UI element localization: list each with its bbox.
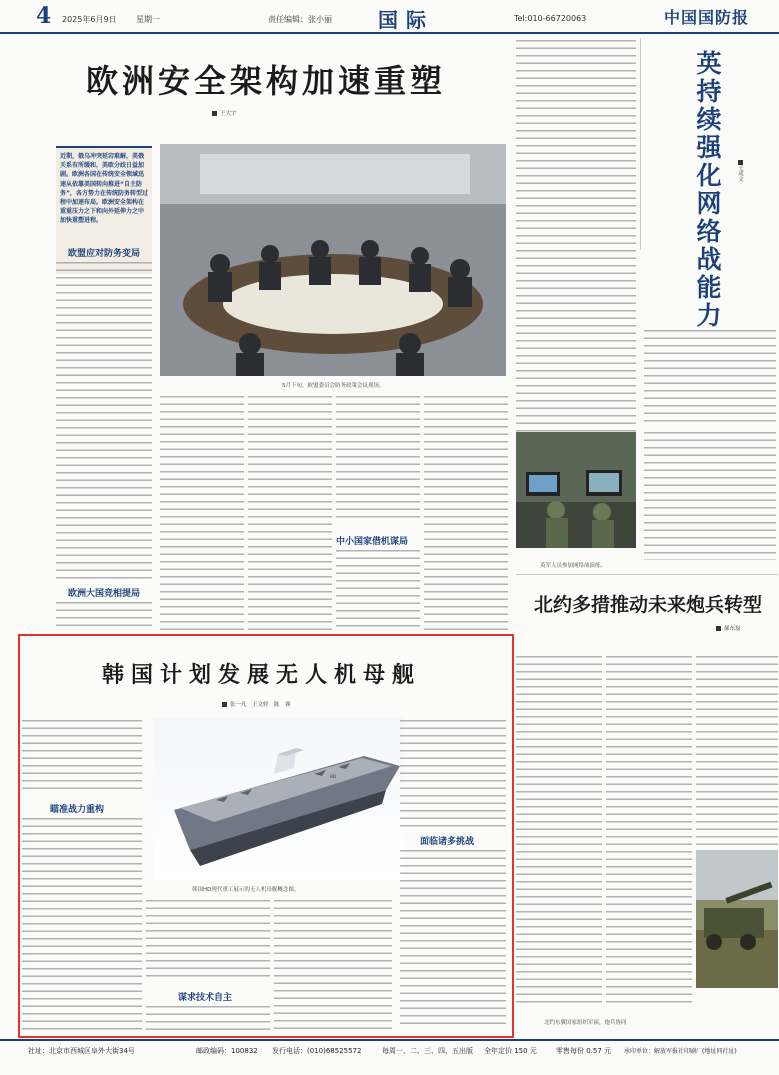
uk-headline: 英持续强化网络战能力 [696, 49, 722, 330]
nato-article [516, 576, 778, 1038]
korea-subhead-2: 谋求技术自主 [178, 993, 233, 1003]
europe-body-col5 [424, 396, 508, 630]
europe-body-col4b [336, 550, 420, 630]
footer-retail-price: 零售每份 0.57 元 [556, 1047, 612, 1055]
nato-author: 郝东磊 [716, 624, 741, 632]
europe-body-col2 [160, 396, 244, 630]
drone-carrier-image [154, 718, 404, 880]
conference-photo-image [160, 144, 506, 376]
europe-author: 王大宇 [212, 109, 237, 117]
uk-photo-image [516, 432, 636, 548]
nato-photo-caption: 北约东翼国家组织军演，炮兵协同 [544, 1020, 627, 1026]
europe-subhead-2: 欧洲大国竞相提局 [68, 589, 141, 599]
author-marker-icon [716, 626, 721, 631]
footer-issue-phone: 发行电话：(010)68525572 [272, 1047, 362, 1055]
korea-subhead-1: 瞄准战力重构 [50, 805, 105, 815]
artillery-photo-image [696, 850, 778, 988]
svg-text:HD: HD [330, 774, 337, 779]
europe-body-col1 [56, 262, 152, 582]
nato-headline: 北约多措推动未来炮兵转型 [534, 594, 763, 616]
soldiers-computer-photo [516, 432, 636, 548]
nato-body-col1 [516, 656, 602, 1006]
korea-photo-caption: 韩国HD现代重工展示的无人机母舰概念图。 [192, 887, 300, 893]
europe-photo-caption: 5月下旬，欧盟委员会防务政策会议现场。 [282, 383, 385, 389]
europe-body-col3 [248, 396, 332, 630]
page-number: 4 [36, 3, 52, 29]
korea-body-col1a [22, 720, 142, 790]
europe-subhead-3: 中小国家借机谋局 [336, 537, 409, 547]
korea-body-col3 [274, 900, 392, 1030]
footer-annual-price: 全年定价 150 元 [484, 1047, 537, 1055]
page-footer [0, 1039, 779, 1061]
korea-photo [154, 718, 404, 880]
editorial-phone: Tel:010-66720063 [514, 14, 587, 23]
europe-continuation-col [516, 40, 636, 425]
uk-body-col2 [644, 432, 776, 560]
europe-lead-text: 近期，俄乌冲突延宕难解，美俄关系有所缓和，美欧分歧日益加剧。欧洲各国在传统安全领域迅速从依靠美国转向推进“自主防务”，各方势力在传统防务转型过程中加速布局。欧洲安全架构在重重压力之下和向外延伸力之中加快重塑进程。 [60, 153, 148, 225]
newspaper-logo: 中国国防报 [664, 8, 750, 27]
europe-body-col1b [56, 602, 152, 630]
korea-body-col4a [400, 720, 506, 828]
korea-body-col4b [400, 850, 506, 1030]
issue-weekday: 星期一 [136, 15, 160, 24]
korea-body-col2a [146, 900, 270, 982]
author-marker-icon [222, 702, 227, 707]
korea-headline: 韩国计划发展无人机母舰 [102, 662, 422, 688]
author-marker-icon [212, 111, 217, 116]
nato-photo [696, 850, 778, 988]
korea-authors: 张一凡 王文婷 陈 睿 [222, 700, 291, 708]
issue-date: 2025年6月9日 [62, 15, 117, 24]
korea-body-col1b [22, 818, 142, 1030]
europe-article [0, 34, 512, 629]
korea-body-col2b [146, 1006, 270, 1030]
korea-subhead-3: 面临诸多挑战 [420, 837, 475, 847]
uk-body-col1 [644, 330, 776, 426]
uk-photo-caption: 英军人员参加网络战演练。 [540, 563, 607, 569]
editor-credit: 责任编辑：张小丽 [268, 15, 332, 24]
uk-author: 王成文 [736, 160, 746, 182]
nato-body-col3a [696, 656, 778, 846]
footer-schedule: 每周一、二、三、四、五出版 [382, 1047, 473, 1055]
korea-article [22, 638, 508, 1032]
footer-printer: 承印单位：解放军报社印刷厂(地址同社址) [624, 1048, 737, 1055]
page-header [0, 0, 779, 34]
europe-headline: 欧洲安全架构加速重塑 [86, 62, 447, 100]
section-title: 国际 [378, 8, 434, 32]
europe-photo [160, 144, 506, 376]
footer-postal: 邮政编码：100832 [196, 1047, 258, 1055]
nato-body-col2 [606, 656, 692, 1006]
europe-body-col4a [336, 396, 420, 520]
europe-subhead-1: 欧盟应对防务变局 [68, 249, 141, 259]
footer-address: 社址：北京市西城区阜外大街34号 [28, 1047, 135, 1055]
